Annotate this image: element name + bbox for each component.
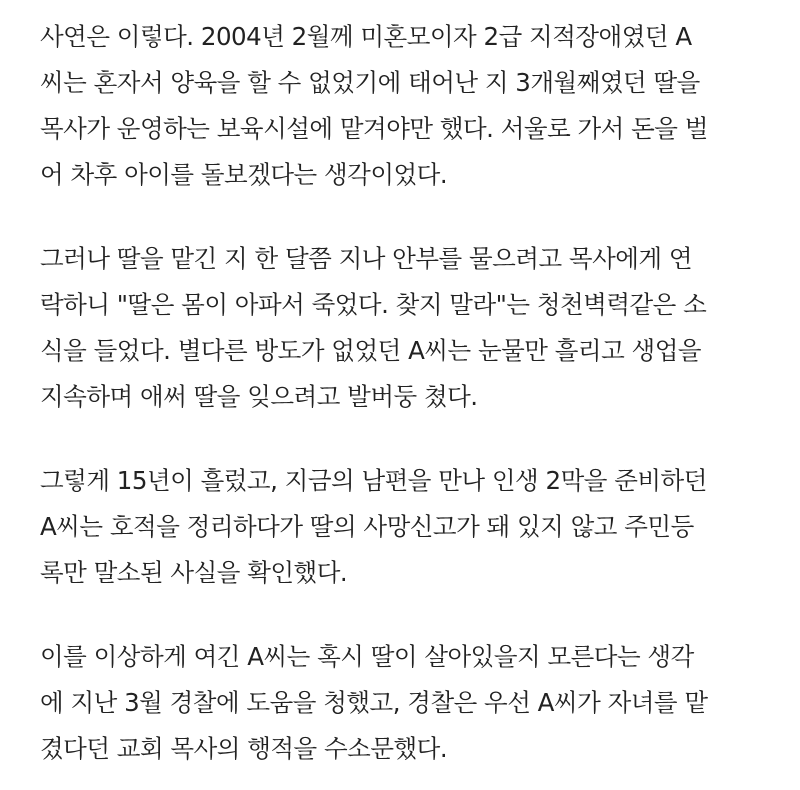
paragraph-4-line-3: 겼다던 교회 목사의 행적을 수소문했다. bbox=[40, 734, 448, 763]
paragraph-2-line-4: 지속하며 애써 딸을 잊으려고 발버둥 쳤다. bbox=[40, 382, 478, 411]
paragraph-2-line-1: 그러나 딸을 맡긴 지 한 달쯤 지나 안부를 물으려고 목사에게 연 bbox=[40, 244, 693, 273]
paragraph-1-line-2: 씨는 혼자서 양육을 할 수 없었기에 태어난 지 3개월째였던 딸을 bbox=[40, 68, 700, 97]
paragraph-2-line-3: 식을 들었다. 별다른 방도가 없었던 A씨는 눈물만 흘리고 생업을 bbox=[40, 336, 702, 365]
paragraph-3-line-1: 그렇게 15년이 흘렀고, 지금의 남편을 만나 인생 2막을 준비하던 bbox=[40, 466, 707, 495]
paragraph-4-line-2: 에 지난 3월 경찰에 도움을 청했고, 경찰은 우선 A씨가 자녀를 맡 bbox=[40, 688, 708, 717]
paragraph-1-line-3: 목사가 운영하는 보육시설에 맡겨야만 했다. 서울로 가서 돈을 벌 bbox=[40, 114, 708, 143]
paragraph-4-line-1: 이를 이상하게 여긴 A씨는 혹시 딸이 살아있을지 모른다는 생각 bbox=[40, 642, 694, 671]
paragraph-1-line-1: 사연은 이렇다. 2004년 2월께 미혼모이자 2급 지적장애였던 A bbox=[40, 22, 692, 51]
paragraph-1-line-4: 어 차후 아이를 돌보겠다는 생각이었다. bbox=[40, 160, 448, 189]
paragraph-3-line-2: A씨는 호적을 정리하다가 딸의 사망신고가 돼 있지 않고 주민등 bbox=[40, 512, 694, 541]
paragraph-2-line-2: 락하니 "딸은 몸이 아파서 죽었다. 찾지 말라"는 청천벽력같은 소 bbox=[40, 290, 707, 319]
paragraph-3-line-3: 록만 말소된 사실을 확인했다. bbox=[40, 558, 348, 587]
